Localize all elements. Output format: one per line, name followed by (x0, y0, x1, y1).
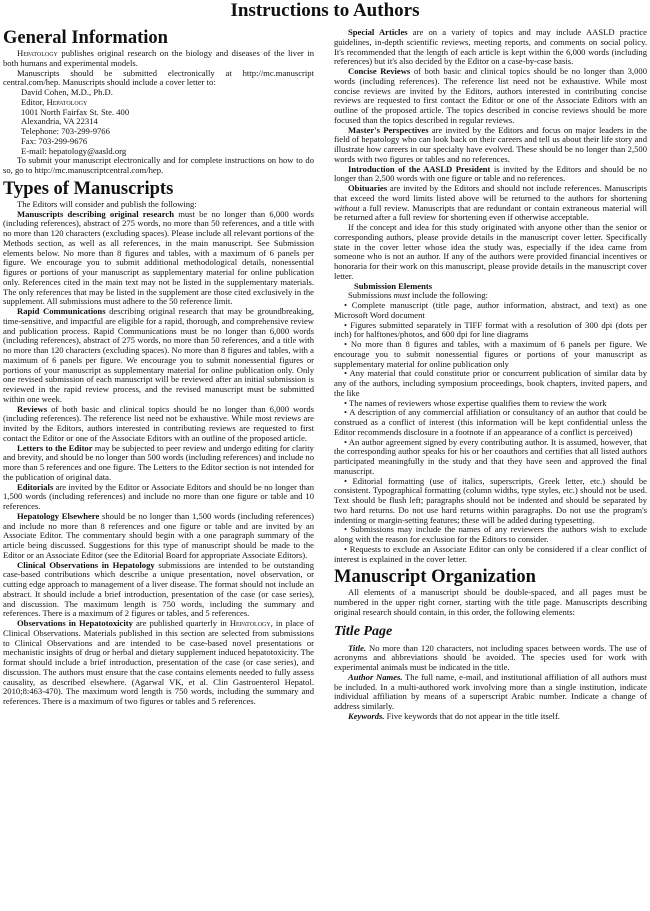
title-text: No more than 120 characters, not including spaces between words. The use of acronyms and abbreviations should be avoided. The species used for work with experimental animals must be indicated in the title. (334, 642, 647, 672)
editor-role-prefix: Editor, (21, 96, 47, 107)
keywords-paragraph (334, 712, 647, 722)
concise-reviews-text: of both basic and clinical topics should be no longer than 3,000 words (including references). The reference list need not be exhaustive. While most concise reviews are invited by the Editors, authors interested in contributing concise reviews are requested to first contact the Editor or one of the Associate Editors with an outline of the proposed article. The topics described in concise reviews should be more focused than the topics described in regular reviews. (334, 66, 647, 125)
title-label: Title. (348, 642, 367, 653)
submission-intro-italic: must (393, 290, 410, 301)
address-city: Alexandria, VA 22314 (21, 116, 98, 127)
editorials-text: are invited by the Editor or Associate Editors and should be no longer than 1,500 words (including references) and include no more than one figure or table and 10 references. (3, 481, 314, 511)
submission-bullet: • An author agreement signed by every contributing author. It is assumed, however, that the corresponding author speaks for his or her coauthors and certifies that all listed authors participated meaningfully in the study and that they have seen and approved the final manuscript. (334, 436, 647, 476)
special-articles-label: Special Articles (348, 27, 408, 37)
obituaries-text-a: are invited by the Editors and should not include references. Manuscripts that exceed the word limits listed above will be returned to the authors for shortening (334, 183, 647, 203)
special-articles-text: are on a variety of topics and may include AASLD practice guidelines, in-depth scientific reviews, meeting reports, and comments on social policy. It's recommended that the length of each article is kept within the 6,000 words (including references) but it's also decided by the Editor on a case-by-case basis. (334, 27, 647, 67)
hepatotoxicity-journal: Hepatology (229, 618, 271, 628)
special-articles-paragraph (334, 28, 647, 67)
title-paragraph (334, 644, 647, 673)
masters-perspectives-label: Master's Perspectives (348, 124, 429, 135)
page-title: Instructions to Authors (230, 0, 420, 21)
rapid-communications-label: Rapid Communications (17, 306, 106, 316)
hepatology-elsewhere-paragraph (3, 512, 314, 561)
submission-bullet: • Submissions may include the names of any reviewers the authors wish to exclude along with the reason for exclusion for the Editors to consider. (334, 524, 647, 544)
masters-perspectives-paragraph (334, 126, 647, 165)
submission-bullet: • Any material that could constitute prior or concurrent publication of similar data by any of the authors, including symposium proceedings, book chapters, invited papers, and the like (334, 368, 647, 398)
author-names-label: Author Names. (348, 671, 403, 682)
hepatotoxicity-text-a: are published quarterly in (132, 618, 230, 628)
rapid-communications-paragraph (3, 307, 314, 405)
electronic-submission-info: To submit your manuscript electronically and for complete instructions on how to do so, go to http://mc.manuscriptcentral.com/hep. (3, 155, 314, 175)
address-email: E-mail: hepatology@aasld.org (21, 145, 127, 156)
clinical-observations-paragraph (3, 561, 314, 620)
address-phone: Telephone: 703-299-9766 (21, 126, 110, 136)
submission-bullet: • The names of reviewers whose expertise qualifies them to review the work (344, 397, 607, 408)
submission-bullet: • Figures submitted separately in TIFF format with a resolution of 300 dpi (dots per inch) for halftones/photos, and 600 dpi for line diagrams (334, 319, 647, 340)
submission-intro-b: include the following: (409, 290, 488, 301)
letters-label: Letters to the Editor (17, 442, 93, 453)
original-research-paragraph (3, 210, 314, 308)
hepatotoxicity-paragraph (3, 619, 314, 707)
reviews-paragraph (3, 405, 314, 444)
submission-intro-a: Submissions (348, 290, 394, 301)
hepatology-elsewhere-label: Hepatology Elsewhere (17, 510, 100, 521)
reviews-label: Reviews (17, 403, 48, 414)
keywords-text: Five keywords that do not appear in the title itself. (384, 710, 560, 721)
general-information-heading: General Information (3, 28, 168, 48)
submission-bullet: • Editorial formatting (use of italics, superscripts, Greek letter, etc.) should be consistent. Typographical formatting (column widths, type styles, etc.) should not be used. Text should be flush left; paragraphs should not be indented and should be separated by two hard returns. Do not use hard returns within paragraphs. Do not use the program's indenting or margin-setting features; these will be added during typesetting. (334, 475, 647, 525)
manuscript-organization-text: All elements of a manuscript should be double-spaced, and all pages must be numbered in the upper right corner, starting with the title page. Manuscripts describing original research should contain, in this order, the following elements: (334, 587, 647, 617)
submission-bullet: • Requests to exclude an Associate Editor can only be considered if a clear conflict of interest is explained in the cover letter. (334, 543, 647, 564)
manuscript-organization-heading: Manuscript Organization (334, 567, 536, 588)
hepatotoxicity-text-b: , in place of Clinical Observations. Materials published in this section are selected from submissions to Clinical Observations and are intended to be case-based novel presentations or mechanistic insights of drug or herbal and dietary supplement induced hepatotoxicity. The format should include a brief introduction, presentation of the case (or case series), and discussion. The authors must ensure that the case contains elements needed to fully assess causality, as described elsewhere. (Agarwal VK, et al. Clin Gastroenterol Hepatol. 2010;8:463-470). The maximum word length is 750 words, including the summary and references. There is a maximum of two figures or tables and 5 references. (3, 618, 314, 706)
aasld-president-label: Introduction of the AASLD President (348, 163, 491, 174)
editor-role-journal: Hepatology (46, 96, 88, 107)
address-street: 1001 North Fairfax St. Ste. 400 (21, 106, 130, 117)
editor-name: David Cohen, M.D., Ph.D. (21, 87, 113, 97)
author-names-paragraph (334, 673, 647, 712)
address-fax: Fax: 703-299-9676 (21, 135, 88, 146)
right-column (334, 28, 647, 722)
types-intro: The Editors will consider and publish the following: (17, 198, 197, 209)
types-of-manuscripts-heading: Types of Manuscripts (3, 178, 174, 199)
obituaries-italic: without (334, 202, 360, 213)
submission-bullet: • No more than 8 figures and tables, with a maximum of 6 panels per figure. We encourage you to submit nonessential figures or portions of your manuscript as supplementary material for online publication only (334, 339, 647, 369)
masters-perspectives-text: are invited by the Editors and focus on major leaders in the field of hepatology who can look back on their careers and tell us about their life story and illustrate how careers in our specialty have evolved. These should be no longer than 2,500 words with two figures or tables and no references. (334, 124, 647, 164)
aasld-president-paragraph (334, 165, 647, 185)
journal-name: Hepatology (17, 48, 58, 58)
keywords-label: Keywords. (348, 710, 385, 721)
concise-reviews-paragraph (334, 67, 647, 126)
concise-reviews-label: Concise Reviews (348, 66, 411, 76)
obituaries-label: Obituaries (348, 183, 388, 193)
hepatotoxicity-label: Observations in Hepatotoxicity (17, 618, 133, 628)
aasld-president-text: is invited by the Editors and should be no longer than 2,500 words with one figure or table and no references. (334, 163, 647, 184)
obituaries-paragraph (334, 184, 647, 223)
clinical-observations-text: submissions are intended to be outstanding case-based contributions which describe a unique presentation, novel observation, or cutting edge approach to management of a liver disease. The format should not include an abstract. It should include a brief introduction, presentation of the case (or case series), and discussion. The maximum length is 750 words, including the summary and references. There is a maximum of 2 figures or tables, and 5 references. (3, 559, 314, 619)
reviews-text: of both basic and clinical topics should be no longer than 6,000 words (including references). The reference list need not be exhaustive. While most reviews are invited by the Editors, authors interested in contributing reviews are requested to first contact the Editor or one of the Associate Editors with an outline of the proposed article. (3, 403, 314, 443)
rapid-communications-text: describing original research that may be groundbreaking, time-sensitive, and impactful are eligible for a rapid, thorough, and comprehensive review and publication process. Rapid Communications must be no longer than 6,000 words (including references), abstract of 275 words, no more than 50 references, and a title with no more than 120 characters (excluding spaces). No more than 8 figures and tables, with a maximum of 6 panels per figure. We encourage you to submit nonessential figures or portions of your manuscript as supplementary material for online publication only. Only one revised submission of each manuscript will be reviewed after an initial submission is reviewed in the rapid review process, and the revised manuscript must be submitted within one week. (3, 306, 314, 404)
letters-paragraph (3, 444, 314, 483)
author-names-text: The full name, e-mail, and institutional affiliation of all authors must be included. In a multi-authored work involving more than a single institution, indicate individual affiliation by means of a superscript Arabic number. Indicate a change of address similarly. (334, 671, 647, 711)
submission-info: Manuscripts should be submitted electronically at http://mc.manuscript central.com/hep. Manuscripts should include a cover letter to: (3, 67, 314, 88)
clinical-observations-label: Clinical Observations in Hepatology (17, 559, 155, 570)
obituaries-text-b: a full review. Manuscripts that are redundant or contain extraneous material will be returned after a full review for shortening even if otherwise acceptable. (334, 202, 647, 223)
editorials-label: Editorials (17, 481, 54, 492)
general-intro-text: publishes original research on the biology and diseases of the liver in both humans and experimental models. (3, 48, 314, 68)
hepatology-elsewhere-text: should be no longer than 1,500 words (including references) and include no more than 8 references and one figure or table and are invited by an Associate Editor. The commentary should begin with a one paragraph summary of the article being discussed. Suggestions for this type of manuscript should be made to the Editor or an Associate Editor (see the Editorial Board for appropriate Associate Editors). (3, 510, 314, 560)
concept-paragraph: If the concept and idea for this study originated with anyone other than the senior or corresponding authors, please provide details in the manuscript cover letter. Specifically state in the cover letter whose idea the study was, especially if the idea came from someone who is not an author. If any of the authors were provided financial incentives or honoraria for their work on this manuscript, please provide details in the manuscript cover letter. (334, 222, 647, 281)
submission-elements-heading: Submission Elements (354, 280, 433, 291)
letters-text: may be subjected to peer review and undergo editing for clarity and brevity, and should be no longer than 500 words (including references) and include no more than 5 references and one figure. The Letters to the Editor section is not intended for the publication of original data. (3, 442, 314, 482)
left-column (3, 28, 314, 707)
submission-bullet: • A description of any commercial affiliation or consultancy of an author that could be construed as a conflict of interest (this information will be kept confidential unless the Editor recommends disclosure in a footnote if an appearance of a conflict is perceived) (334, 407, 647, 437)
general-intro (3, 49, 314, 69)
editorials-paragraph (3, 483, 314, 512)
original-research-text: must be no longer than 6,000 words (including references), abstract of 275 words, no more than 50 references, and a title with no more than 120 characters (excluding spaces). Please include all relevant portions of the Methods section, as well as all references, in the main manuscript. See Submission elements below. No more than 8 figures and tables, with a maximum of 6 panels per figure. We encourage you to submit additional methodological details, nonessential figures or portions of your manuscript as supplementary material for online publication only. References cited in the main text may not be listed in the supplementary materials. The only references that may be listed in the supplement are those cited exclusively in the supplement. All submissions must adhere to the 50 reference limit. (3, 208, 314, 307)
title-page-heading: Title Page (334, 623, 393, 639)
submission-bullet: • Complete manuscript (title page, author information, abstract, and text) as one Microsoft Word document (334, 300, 647, 320)
original-research-label: Manuscripts describing original research (17, 208, 174, 219)
